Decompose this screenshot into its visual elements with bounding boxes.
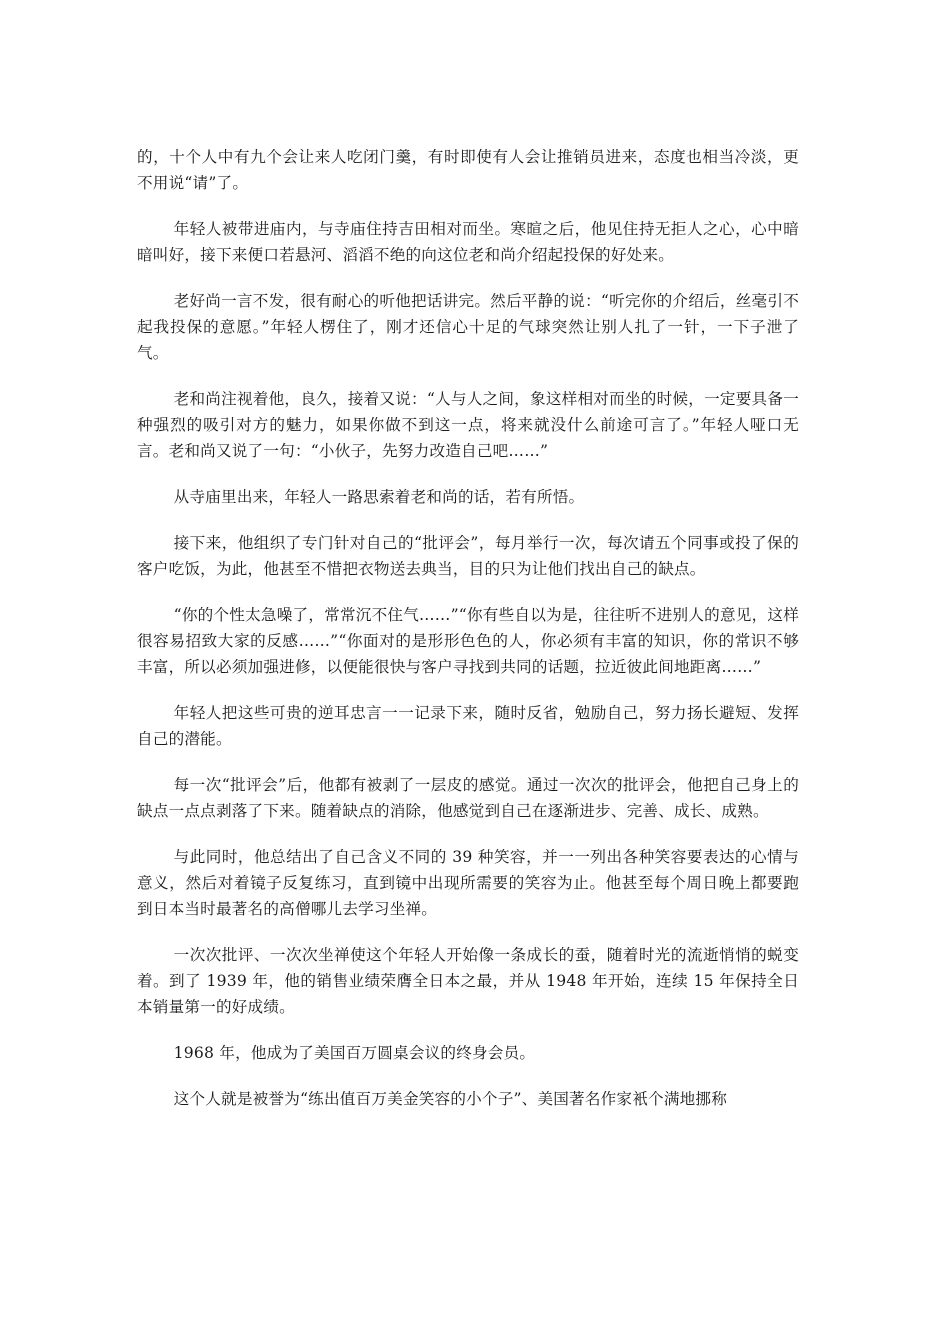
paragraph-quotes: “你的个性太急噪了，常常沉不住气……”“你有些自以为是，往往听不进别人的意见，这样很容易招致大家的反感……”“你面对的是形形色色的人，你必须有丰富的知识，你的常识不够丰富，所以必须加强进修，以便能很快与客户寻找到共同的话题，拉近彼此间地距离……” [137,606,799,676]
paragraph: 1968 年，他成为了美国百万圆桌会议的终身会员。 [173,1044,536,1062]
paragraph: 接下来，他组织了专门针对自己的“批评会”，每月举行一次，每次请五个同事或投了保的客户吃饭，为此，他甚至不惜把衣物送去典当，目的只为让他们找出自己的缺点。 [137,534,799,578]
paragraph: 与此同时，他总结出了自己含义不同的 39 种笑容，并一一列出各种笑容要表达的心情与意义，然后对着镜子反复练习，直到镜中出现所需要的笑容为止。他甚至每个周日晚上都要跑到日本当时最著名的高僧哪儿去学习坐禅。 [137,848,799,918]
paragraph: 每一次“批评会”后，他都有被剥了一层皮的感觉。通过一次次的批评会，他把自己身上的缺点一点点剥落了下来。随着缺点的消除，他感觉到自己在逐渐进步、完善、成长、成熟。 [137,776,799,820]
paragraph: 年轻人被带进庙内，与寺庙住持吉田相对而坐。寒暄之后，他见住持无拒人之心，心中暗暗叫好，接下来便口若悬河、滔滔不绝的向这位老和尚介绍起投保的好处来。 [137,220,799,264]
paragraph-truncated: 这个人就是被誉为“练出值百万美金笑容的小个子”、美国著名作家衹个满地挪称 [173,1090,727,1108]
paragraph: 从寺庙里出来，年轻人一路思索着老和尚的话，若有所悟。 [173,488,585,506]
paragraph: 年轻人把这些可贵的逆耳忠言一一记录下来，随时反省，勉励自己，努力扬长避短、发挥自己的潜能。 [137,704,799,748]
paragraph: 一次次批评、一次次坐禅使这个年轻人开始像一条成长的蚕，随着时光的流逝悄悄的蜕变着。到了 1939 年，他的销售业绩荣膺全日本之最，并从 1948 年开始，连续 15 年保持全日本销量第一的好成绩。 [137,946,799,1016]
article-body [137,144,799,1132]
paragraph: 老和尚注视着他，良久，接着又说：“人与人之间，象这样相对而坐的时候，一定要具备一种强烈的吸引对方的魅力，如果你做不到这一点，将来就没什么前途可言了。”年轻人哑口无言。老和尚又说了一句：“小伙子，先努力改造自己吧……” [137,390,799,460]
paragraph-continuation: 的，十个人中有九个会让来人吃闭门羹，有时即使有人会让推销员进来，态度也相当冷淡，更不用说“请”了。 [137,148,799,192]
paragraph: 老好尚一言不发，很有耐心的听他把话讲完。然后平静的说：“听完你的介绍后，丝毫引不起我投保的意愿。”年轻人楞住了，刚才还信心十足的气球突然让别人扎了一针，一下子泄了气。 [137,292,799,362]
